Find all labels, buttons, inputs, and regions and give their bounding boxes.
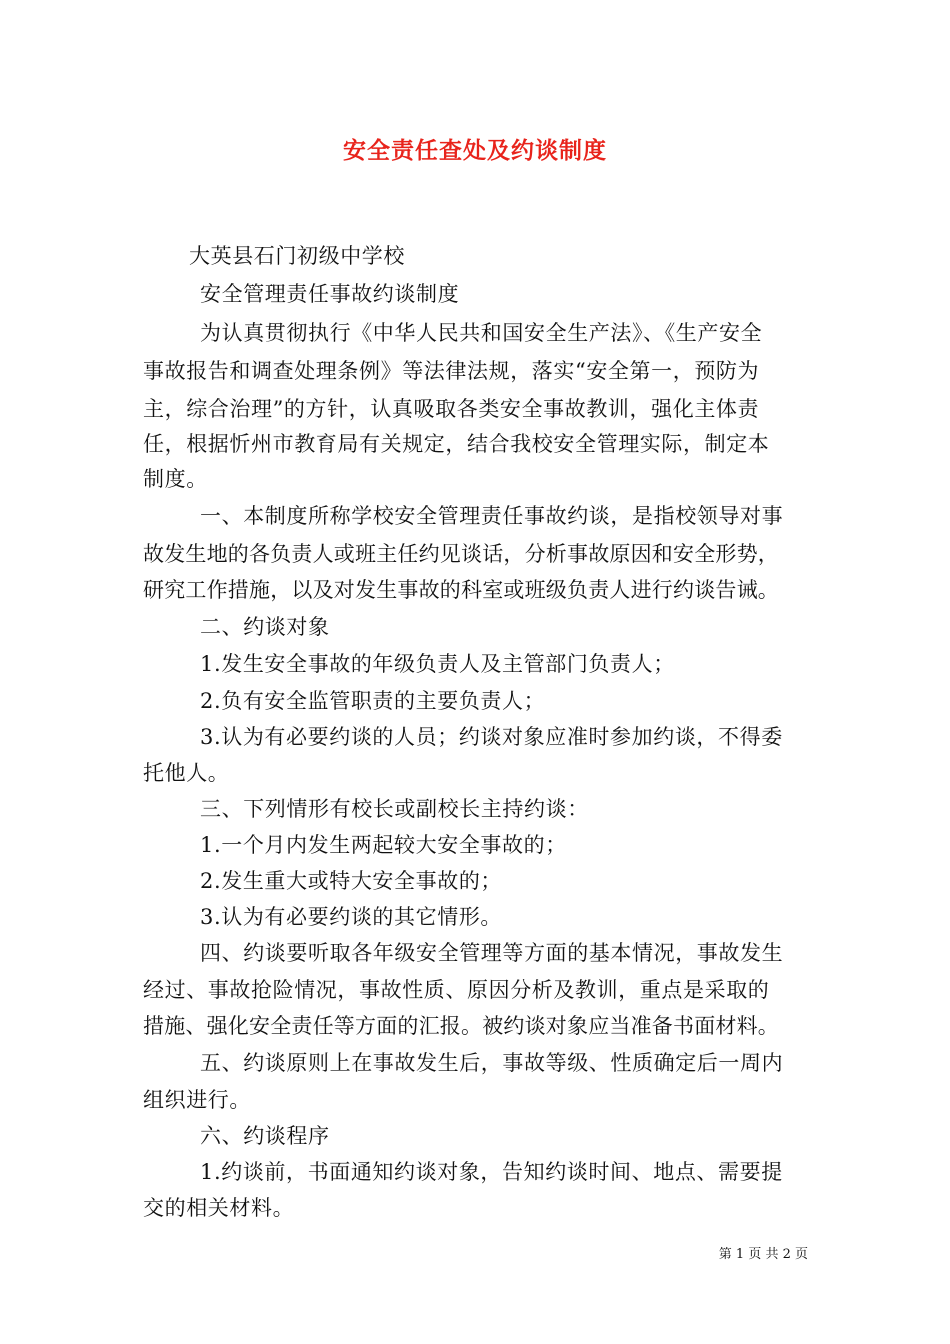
text-line: 一、本制度所称学校安全管理责任事故约谈，是指校领导对事	[200, 504, 784, 528]
text-line: 组织进行。	[143, 1088, 251, 1112]
text-line: 为认真贯彻执行《中华人民共和国安全生产法》、《生产安全	[200, 321, 763, 345]
text-line: 托他人。	[143, 761, 230, 785]
page-number: 第 1 页 共 2 页	[718, 1247, 808, 1262]
text-line: 大英县石门初级中学校	[189, 244, 405, 268]
text-line: 交的相关材料。	[143, 1196, 295, 1220]
text-line: 安全管理责任事故约谈制度	[200, 282, 460, 306]
text-line: 3.认为有必要约谈的人员；约谈对象应准时参加约谈，不得委	[200, 725, 783, 749]
text-line: 六、约谈程序	[200, 1124, 330, 1148]
text-line: 2.发生重大或特大安全事故的；	[200, 869, 503, 893]
text-line: 制度。	[143, 467, 208, 491]
text-line: 研究工作措施，以及对发生事故的科室或班级负责人进行约谈告诫。	[143, 578, 779, 602]
text-line: 任，根据忻州市教育局有关规定，结合我校安全管理实际，制定本	[143, 432, 770, 456]
text-line: 主，综合治理”的方针，认真吸取各类安全事故教训，强化主体责	[143, 397, 760, 421]
text-line: 2.负有安全监管职责的主要负责人；	[200, 689, 546, 713]
text-line: 故发生地的各负责人或班主任约见谈话，分析事故原因和安全形势，	[143, 542, 779, 566]
document-title: 安全责任查处及约谈制度	[343, 137, 607, 164]
text-line: 经过、事故抢险情况，事故性质、原因分析及教训，重点是采取的	[143, 978, 770, 1002]
text-line: 事故报告和调查处理条例》等法律法规，落实“安全第一，预防为	[143, 359, 760, 383]
text-line: 1.约谈前，书面通知约谈对象，告知约谈时间、地点、需要提	[200, 1160, 783, 1184]
text-line: 1.发生安全事故的年级负责人及主管部门负责人；	[200, 652, 675, 676]
text-line: 3.认为有必要约谈的其它情形。	[200, 905, 503, 929]
text-line: 三、下列情形有校长或副校长主持约谈：	[200, 797, 589, 821]
text-line: 二、约谈对象	[200, 615, 330, 639]
text-line: 四、约谈要听取各年级安全管理等方面的基本情况，事故发生	[200, 941, 784, 965]
text-line: 措施、强化安全责任等方面的汇报。被约谈对象应当准备书面材料。	[143, 1014, 779, 1038]
text-line: 1.一个月内发生两起较大安全事故的；	[200, 833, 567, 857]
text-line: 五、约谈原则上在事故发生后，事故等级、性质确定后一周内	[200, 1051, 784, 1075]
